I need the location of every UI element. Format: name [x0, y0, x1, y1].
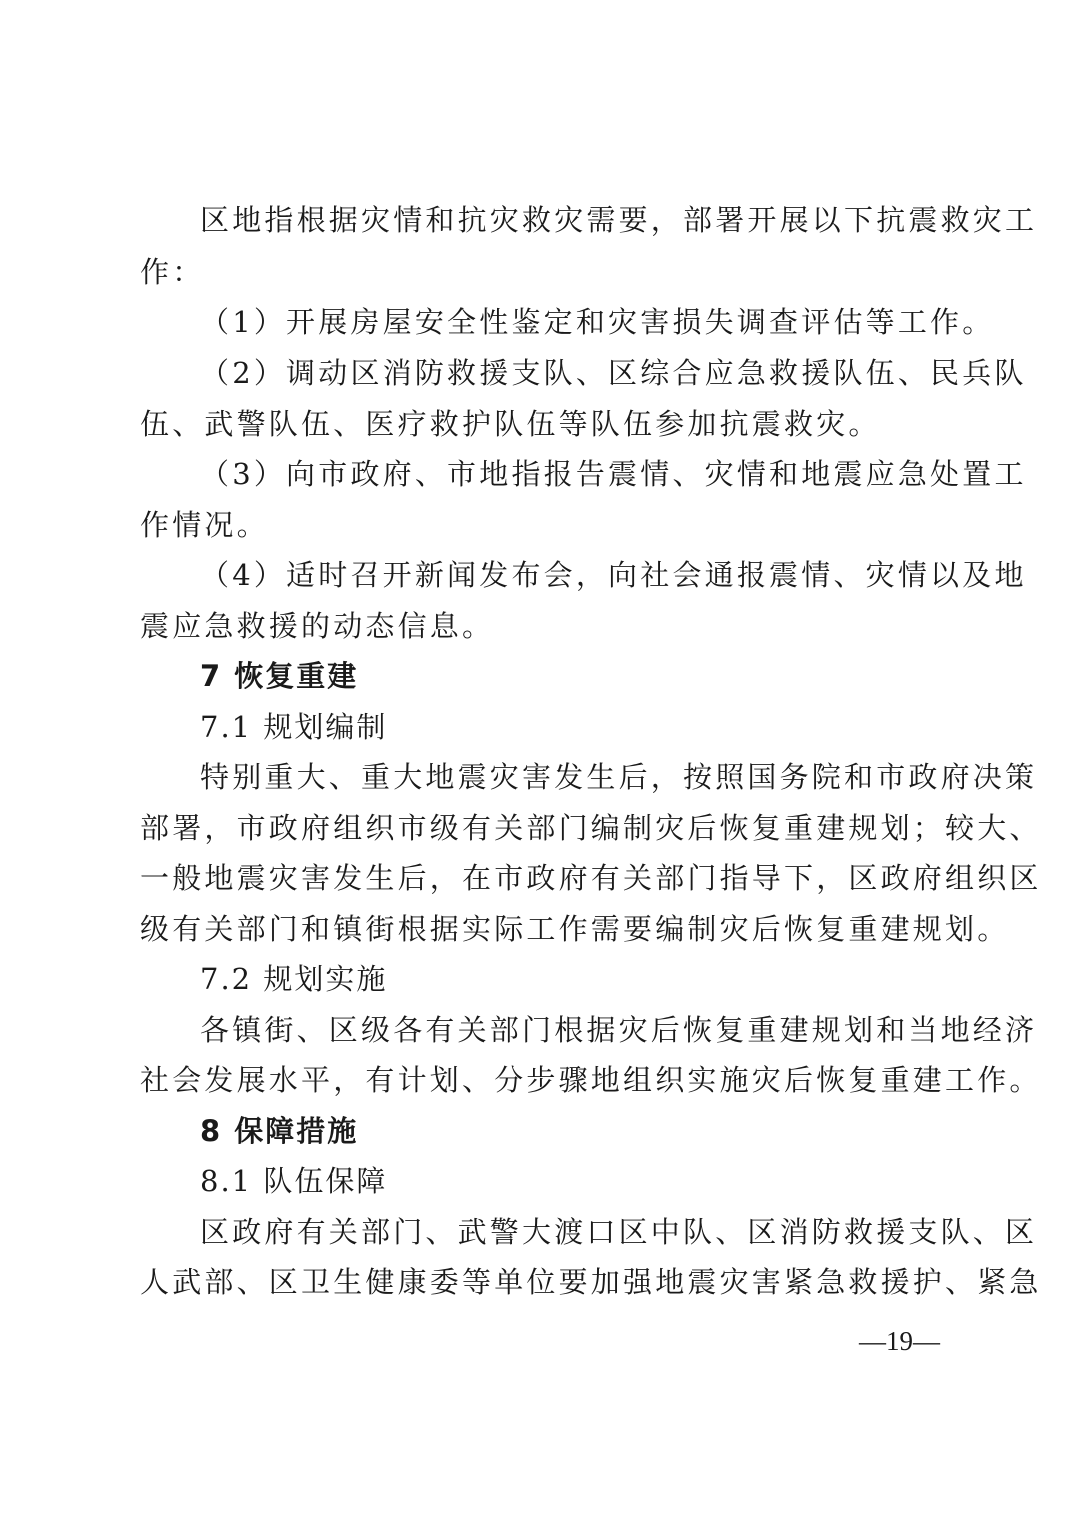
list-item-2: （2）调动区消防救援支队、区综合应急救援队伍、民兵队 — [200, 356, 1027, 390]
paragraph-line: 社会发展水平，有计划、分步骤地组织实施灾后恢复重建工作。 — [140, 1063, 1042, 1097]
list-item-1: （1）开展房屋安全性鉴定和灾害损失调查评估等工作。 — [200, 305, 995, 339]
paragraph-line: 震应急救援的动态信息。 — [140, 609, 495, 643]
list-item-4: （4）适时召开新闻发布会，向社会通报震情、灾情以及地 — [200, 558, 1027, 592]
subsection-heading-7-2: 7.2 规划实施 — [200, 962, 388, 996]
section-heading-8: 8 保障措施 — [200, 1114, 359, 1148]
paragraph-line: 级有关部门和镇街根据实际工作需要编制灾后恢复重建规划。 — [140, 912, 1010, 946]
paragraph-line: 区政府有关部门、武警大渡口区中队、区消防救援支队、区 — [200, 1215, 1038, 1249]
page-number: —19— — [859, 1326, 940, 1356]
section-heading-7: 7 恢复重建 — [200, 659, 359, 693]
list-item-3: （3）向市政府、市地指报告震情、灾情和地震应急处置工 — [200, 457, 1027, 491]
paragraph-line: 部署，市政府组织市级有关部门编制灾后恢复重建规划；较大、 — [140, 811, 1042, 845]
paragraph-line: 区地指根据灾情和抗灾救灾需要，部署开展以下抗震救灾工 — [200, 203, 1038, 237]
paragraph-line: 各镇街、区级各有关部门根据灾后恢复重建规划和当地经济 — [200, 1013, 1038, 1047]
paragraph-line: 特别重大、重大地震灾害发生后，按照国务院和市政府决策 — [200, 760, 1038, 794]
subsection-heading-7-1: 7.1 规划编制 — [200, 710, 388, 744]
paragraph-line: 人武部、区卫生健康委等单位要加强地震灾害紧急救援护、紧急 — [140, 1265, 1042, 1299]
paragraph-line: 一般地震灾害发生后，在市政府有关部门指导下，区政府组织区 — [140, 861, 1042, 895]
subsection-heading-8-1: 8.1 队伍保障 — [200, 1164, 388, 1198]
paragraph-line: 作情况。 — [140, 508, 269, 542]
paragraph-line: 伍、武警队伍、医疗救护队伍等队伍参加抗震救灾。 — [140, 407, 881, 441]
paragraph-line: 作： — [140, 255, 205, 289]
